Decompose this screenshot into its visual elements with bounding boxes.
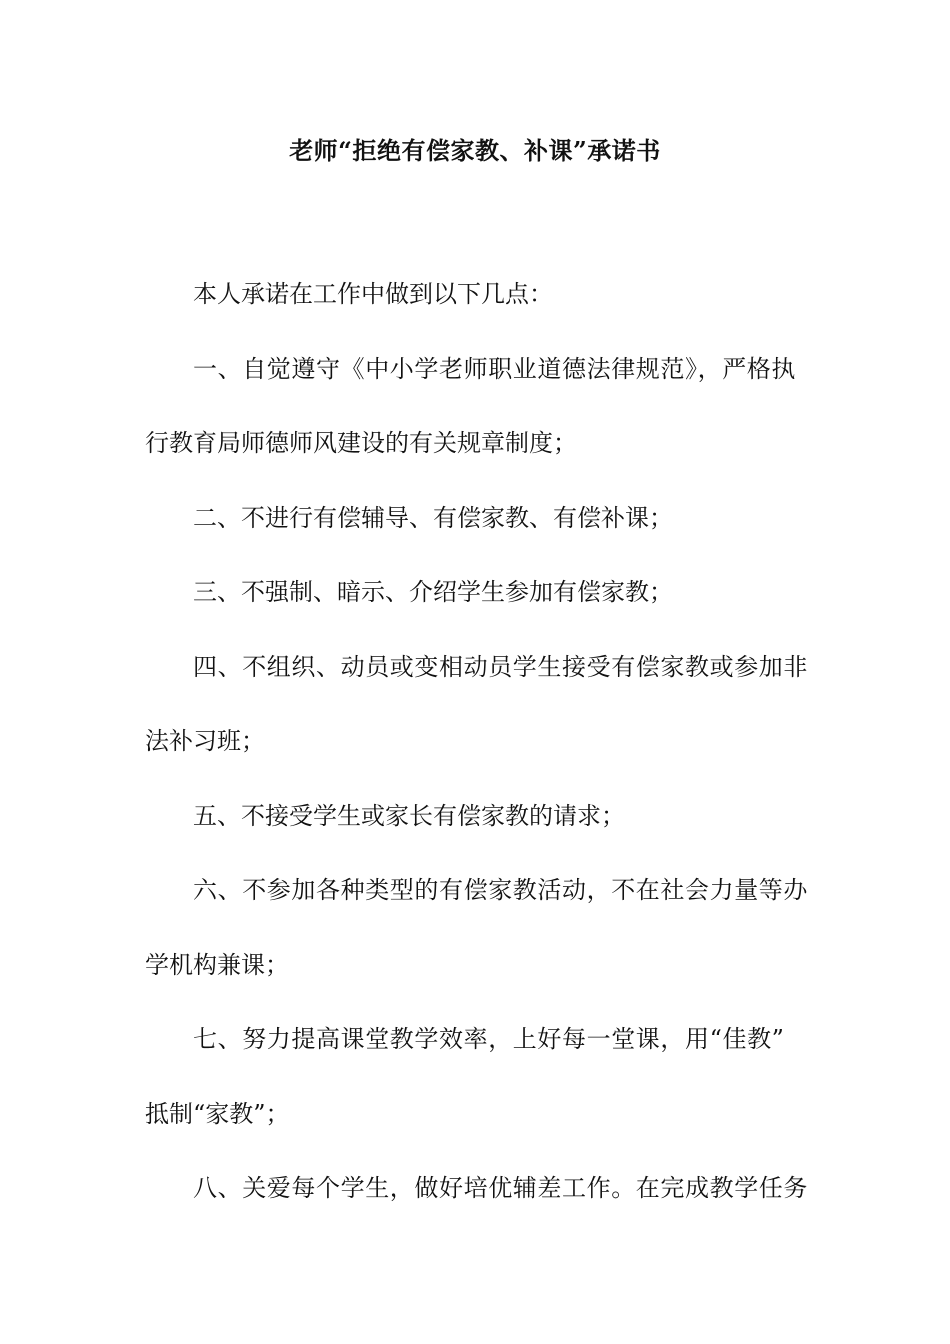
item-1: [145, 332, 805, 481]
item-3: [145, 555, 805, 630]
item-7: [145, 1002, 805, 1151]
item-5: [145, 779, 805, 854]
item-6-line-2: 学机构兼课；: [145, 950, 289, 979]
item-4-line-1: 四、不组织、动员或变相动员学生接受有偿家教或参加非: [193, 652, 808, 681]
document-title: 老师“拒绝有偿家教、补课”承诺书: [289, 136, 661, 165]
item-1-line-1: 一、自觉遵守《中小学老师职业道德法律规范》，严格执: [193, 354, 796, 383]
item-7-line-1: 七、努力提高课堂教学效率，上好每一堂课，用“佳教”: [193, 1025, 785, 1053]
intro-paragraph: 本人承诺在工作中做到以下几点：: [193, 280, 553, 308]
item-6: [145, 853, 808, 1002]
item-6-line-1: 六、不参加各种类型的有偿家教活动，不在社会力量等办: [193, 876, 808, 904]
item-8: [145, 1151, 808, 1226]
item-4: [145, 630, 808, 779]
item-7-line-2: 抵制“家教”；: [145, 1099, 290, 1128]
item-3-line-1: 三、不强制、暗示、介绍学生参加有偿家教；: [193, 578, 673, 606]
item-5-line-1: 五、不接受学生或家长有偿家教的请求；: [193, 801, 625, 830]
item-8-line-1: 八、关爱每个学生，做好培优辅差工作。在完成教学任务: [193, 1174, 808, 1202]
item-2: [145, 481, 805, 556]
item-2-line-1: 二、不进行有偿辅导、有偿家教、有偿补课；: [193, 503, 673, 532]
item-4-line-2: 法补习班；: [145, 727, 265, 755]
document-body: [145, 257, 808, 1226]
item-1-line-2: 行教育局师德师风建设的有关规章制度；: [145, 429, 577, 457]
